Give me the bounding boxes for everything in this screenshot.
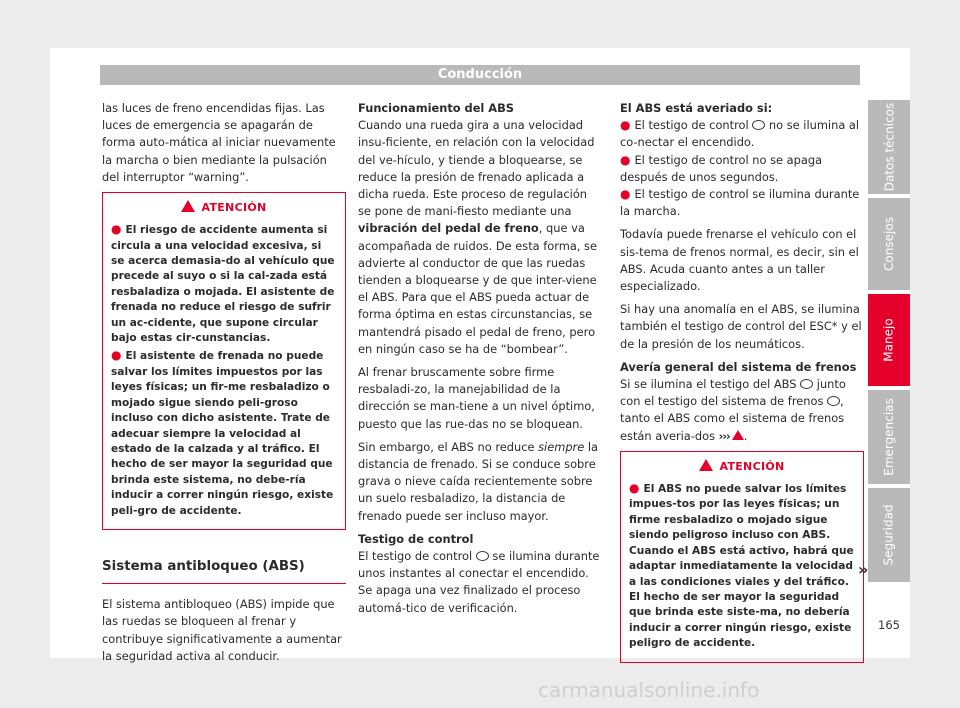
tab-label: Manejo (882, 318, 896, 362)
text-run: junto con el testigo del sistema de frenos (620, 377, 846, 409)
tab-emergencias[interactable] (868, 390, 910, 484)
list-item (620, 117, 864, 151)
warning-body (621, 479, 863, 661)
tab-label: Consejos (882, 217, 897, 271)
paragraph (358, 117, 602, 358)
warning-header (103, 193, 345, 220)
subheading-abs-function: Funcionamiento del ABS (358, 101, 515, 115)
bullet-icon: ● (629, 481, 640, 496)
text-run: no se ilumina al co-nectar el encendido. (620, 118, 860, 150)
intro-paragraph: las luces de freno encendidas fijas. Las luces de emergencia se apagarán de forma auto-mática al iniciar nuevamente la marcha o bien mediante la pulsación del interruptor “warning”. (102, 101, 336, 184)
warning-item-text: El riesgo de accidente aumenta si circula a una velocidad excesiva, si se acerca demasia-do al vehículo que precede al suyo o si la cal-zada está resbaladiza o mojada. El asistente de frenada no reduce el riesgo de sufrir un ac-cidente, que supone circular bajo estas cir-cunstancias. (111, 224, 335, 345)
warning-title: ATENCIÓN (201, 201, 267, 215)
list-item (620, 186, 864, 220)
warning-triangle-icon (181, 200, 195, 212)
abs-warning-light-icon (800, 379, 813, 389)
warning-item (111, 348, 337, 518)
paragraph: Al frenar bruscamente sobre firme resbaladi-zo, la manejabilidad de la dirección se man-tiene a un nivel óptimo, puesto que las rue-das no se bloquean. (358, 365, 595, 431)
list-item (620, 152, 864, 186)
tab-label: Datos técnicos (882, 102, 896, 192)
text-run: se ilumina durante unos instantes al conectar el encendido. Se apaga una vez finalizado el proceso automá-tico de verificación. (358, 549, 600, 615)
italic-text: siempre (538, 439, 585, 454)
column-2 (358, 100, 602, 623)
text-run: . (743, 428, 748, 443)
section-title: Sistema antibloqueo (ABS) (102, 558, 346, 584)
tab-datos-tecnicos[interactable] (868, 100, 910, 194)
text-run: El testigo de control (634, 118, 753, 133)
column-1 (102, 100, 346, 671)
abs-warning-light-icon (752, 120, 765, 130)
brake-system-light-icon (827, 396, 840, 406)
tab-seguridad[interactable] (868, 488, 910, 582)
bullet-icon: ● (620, 152, 631, 167)
warning-body (103, 220, 345, 529)
bullet-icon: ● (620, 118, 631, 133)
tab-consejos[interactable] (868, 198, 910, 290)
continue-marker: » (858, 560, 869, 579)
text-run: Si se ilumina el testigo del ABS (620, 377, 801, 392)
header-title: Conducción (437, 67, 523, 82)
warning-triangle-icon (732, 430, 744, 440)
cross-reference-link[interactable]: ››› (718, 428, 730, 443)
page-number: 165 (878, 618, 900, 632)
bold-text: vibración del pedal de freno (358, 221, 539, 236)
warning-box-1 (102, 192, 346, 530)
text-run: , tanto el ABS como el sistema de frenos están averia-dos (620, 394, 845, 443)
subheading-abs-fault: El ABS está averiado si: (620, 101, 773, 115)
bullet-icon: ● (111, 348, 122, 363)
warning-header (621, 452, 863, 479)
warning-item-text: El asistente de frenada no puede salvar los límites impuestos por las leyes físicas; un fir-me resbaladizo o mojado sigue siendo peli-groso incluso con dicho asistente. Trate de adecuar siempre la velocidad al estado de la calzada y al tráfico. El hecho de ser mayor la seguridad que brinda este sistema, no debe-ría inducir a correr ningún riesgo, existe peli-gro de accidente. (111, 350, 334, 517)
paragraph: Si hay una anomalía en el ABS, se ilumina también el testigo de control del ESC* y el de la presión de los neumáticos. (620, 302, 862, 351)
tab-manejo[interactable] (868, 294, 910, 386)
warning-box-2 (620, 451, 864, 663)
text-run: Sin embargo, el ABS no reduce (358, 439, 539, 454)
bullet-icon: ● (620, 187, 631, 202)
text-run: la distancia de frenado. Si se conduce sobre grava o nieve caída recientemente sobre un suelo resbaladizo, la distancia de frenado puede ser incluso mayor. (358, 439, 599, 523)
text-run: , que va acompañada de ruidos. De esta forma, se advierte al conductor de que las ruedas tienden a bloquearse y de que inter-viene el ABS. Para que el ABS pueda actuar de forma óptima en estas circunstancias, se mantendrá pisado el pedal de freno, pero en ningún caso se ha de “bombear”. (358, 221, 597, 356)
bullet-icon: ● (111, 222, 122, 237)
subheading-warning-light: Testigo de control (358, 531, 474, 546)
warning-item-text: El ABS no puede salvar los límites impues-tos por las leyes físicas; un firme resbaladizo o mojado sigue siendo peligroso incluso con ABS. Cuando el ABS está activo, habrá que adaptar inmediatamente la velocidad a las condiciones viales y del tráfico. El hecho de ser mayor la seguridad que brinda este siste-ma, no debería inducir a correr ningún riesgo, existe peligro de accidente. (629, 483, 854, 650)
subheading-general-fault: Avería general del sistema de frenos (620, 359, 857, 374)
text-run: El testigo de control se ilumina durante la marcha. (620, 187, 860, 219)
warning-item (111, 222, 337, 346)
watermark: carmanualsonline.info (538, 678, 760, 702)
paragraph (358, 439, 602, 525)
tab-label: Emergencias (882, 398, 896, 476)
text-run: El testigo de control no se apaga después de unos segundos. (620, 152, 823, 184)
paragraph: Todavía puede frenarse el vehículo con el sis-tema de frenos normal, es decir, sin el ABS. Acuda cuanto antes a un taller especializado. (620, 227, 859, 294)
warning-item (629, 481, 855, 651)
abs-warning-light-icon (476, 551, 489, 561)
section-paragraph: El sistema antibloqueo (ABS) impide que las ruedas se bloqueen al frenar y contribuye significativamente a aumentar la seguridad activa al conducir. (102, 597, 342, 663)
warning-title: ATENCIÓN (719, 459, 785, 473)
column-3 (620, 100, 864, 663)
text-run: Cuando una rueda gira a una velocidad insu-ficiente, en relación con la velocidad del ve-hículo, y tiende a bloquearse, se reduce la presión de frenado aplicada a dicha rueda. Este proceso de regulación se pone de mani-fiesto mediante una (358, 118, 595, 219)
tab-label: Seguridad (882, 504, 897, 566)
text-run: El testigo de control (358, 549, 476, 564)
page-header (100, 65, 860, 85)
paragraph (620, 376, 864, 445)
warning-triangle-icon (699, 459, 713, 471)
paragraph (358, 548, 602, 617)
